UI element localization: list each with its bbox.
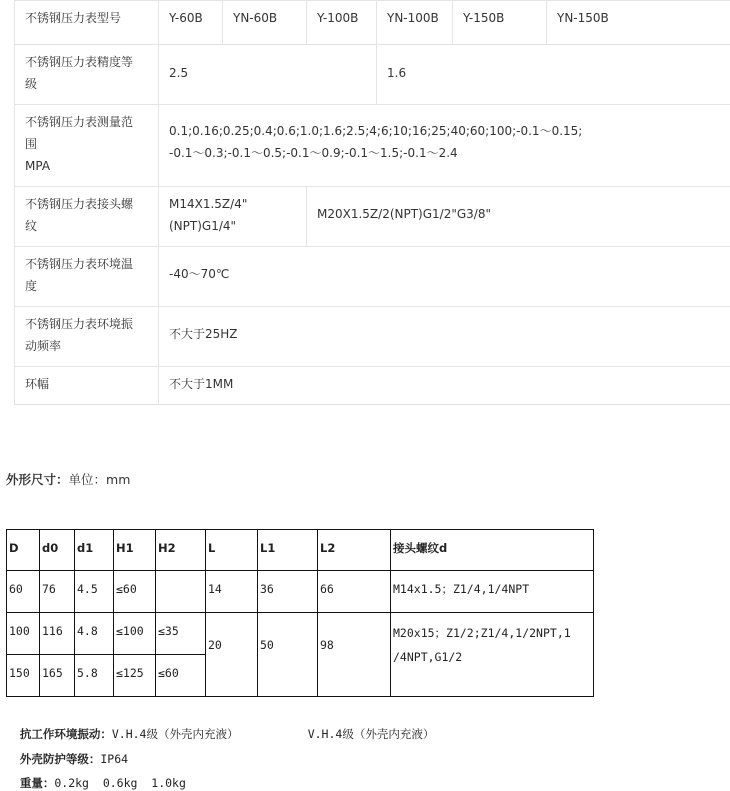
table-cell: ≤100 xyxy=(114,613,156,655)
model-cell: Y-100B xyxy=(307,1,377,45)
col-header: D xyxy=(7,530,40,571)
model-cell: YN-100B xyxy=(377,1,453,45)
table-cell: 20 xyxy=(206,613,258,697)
thread-cell-small xyxy=(159,187,307,247)
model-cell: Y-60B xyxy=(159,1,223,45)
table-cell: 4.5 xyxy=(75,571,114,613)
label-line: 级 xyxy=(25,77,37,91)
col-header: d0 xyxy=(40,530,75,571)
table-cell: 100 xyxy=(7,613,40,655)
thread-cell-large: M20X1.5Z/2(NPT)G1/2"G3/8" xyxy=(307,187,730,247)
accuracy-cell: 1.6 xyxy=(377,45,730,105)
accuracy-label xyxy=(15,45,159,105)
thread-line: M20x15；Z1/2;Z1/4,1/2NPT,1 xyxy=(393,626,571,640)
table-cell: 50 xyxy=(258,613,318,697)
temperature-label xyxy=(15,247,159,307)
label-line: 纹 xyxy=(25,219,37,233)
model-cell: YN-60B xyxy=(223,1,307,45)
table-cell: ≤35 xyxy=(156,613,206,655)
label-line: 不锈钢压力表环境温 xyxy=(25,257,133,271)
table-cell: M14x1.5；Z1/4,1/4NPT xyxy=(391,571,594,613)
label-line: 不锈钢压力表精度等 xyxy=(25,55,133,69)
amplitude-cell: 不大于1MM xyxy=(159,367,730,405)
table-cell: ≤125 xyxy=(114,655,156,697)
table-cell: 14 xyxy=(206,571,258,613)
note-label: 外壳防护等级： xyxy=(20,752,101,766)
table-cell: 5.8 xyxy=(75,655,114,697)
table-row xyxy=(7,571,594,613)
model-cell: YN-150B xyxy=(547,1,730,45)
table-cell xyxy=(156,571,206,613)
table-cell: ≤60 xyxy=(156,655,206,697)
weight-note xyxy=(6,761,186,791)
table-row xyxy=(7,613,594,655)
label-line: 围 xyxy=(25,137,37,151)
label-line: 度 xyxy=(25,279,37,293)
dimensions-heading xyxy=(6,470,130,488)
table-cell xyxy=(391,613,594,697)
col-header: d1 xyxy=(75,530,114,571)
label-line: 动频率 xyxy=(25,339,61,353)
col-header: L2 xyxy=(318,530,391,571)
thread-line: /4NPT,G1/2 xyxy=(393,650,462,664)
amplitude-label: 环幅 xyxy=(15,367,159,405)
thread-line: (NPT)G1/4" xyxy=(169,219,236,233)
dimensions-table xyxy=(6,529,594,697)
table-cell: ≤60 xyxy=(114,571,156,613)
table-cell: 36 xyxy=(258,571,318,613)
vibration-label xyxy=(15,307,159,367)
thread-line: M14X1.5Z/4" xyxy=(169,197,247,211)
dimensions-heading-unit: 单位：mm xyxy=(69,472,131,487)
spec-table xyxy=(14,0,730,405)
label-line: 不锈钢压力表接头螺 xyxy=(25,197,133,211)
model-label: 不锈钢压力表型号 xyxy=(15,1,159,45)
note-value: IP64 xyxy=(100,752,128,766)
col-header: L xyxy=(206,530,258,571)
range-label xyxy=(15,105,159,187)
temperature-cell: -40～70℃ xyxy=(159,247,730,307)
thread-label xyxy=(15,187,159,247)
range-line: -0.1～0.3;-0.1～0.5;-0.1～0.9;-0.1～1.5;-0.1～2.4 xyxy=(169,146,458,160)
table-header-row xyxy=(7,530,594,571)
table-cell: 4.8 xyxy=(75,613,114,655)
table-cell: 98 xyxy=(318,613,391,697)
table-cell: 116 xyxy=(40,613,75,655)
table-cell: 165 xyxy=(40,655,75,697)
label-line: MPA xyxy=(25,159,50,173)
note-value: V.H.4级（外壳内充液） V.H.4级（外壳内充液） xyxy=(112,727,434,741)
table-cell: 76 xyxy=(40,571,75,613)
vibration-cell: 不大于25HZ xyxy=(159,307,730,367)
range-line: 0.1;0.16;0.25;0.4;0.6;1.0;1.6;2.5;4;6;10;16;25;40;60;100;-0.1～0.15; xyxy=(169,124,582,138)
range-cell xyxy=(159,105,730,187)
col-header: L1 xyxy=(258,530,318,571)
dimensions-heading-bold: 外形尺寸： xyxy=(6,472,69,487)
accuracy-cell: 2.5 xyxy=(159,45,377,105)
model-cell: Y-150B xyxy=(453,1,547,45)
col-header: H2 xyxy=(156,530,206,571)
note-label: 抗工作环境振动： xyxy=(20,727,112,741)
table-cell: 66 xyxy=(318,571,391,613)
table-cell: 150 xyxy=(7,655,40,697)
table-cell: 60 xyxy=(7,571,40,613)
col-header: H1 xyxy=(114,530,156,571)
label-line: 不锈钢压力表环境振 xyxy=(25,317,133,331)
note-value: 0.2kg 0.6kg 1.0kg xyxy=(54,776,186,790)
note-label: 重量： xyxy=(20,776,55,790)
label-line: 不锈钢压力表测量范 xyxy=(25,115,133,129)
col-header: 接头螺纹d xyxy=(391,530,594,571)
